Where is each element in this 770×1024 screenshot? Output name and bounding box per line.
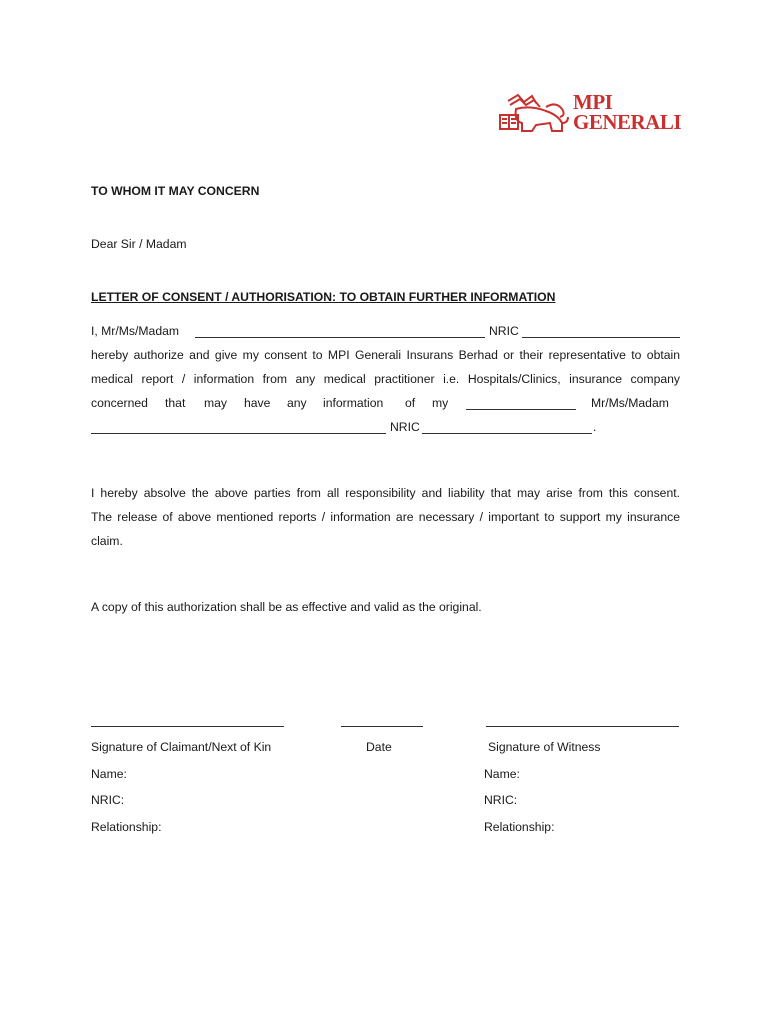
consent-word-8: my xyxy=(432,396,449,410)
second-name-blank-line xyxy=(91,433,386,434)
claimant-nric-label: NRIC: xyxy=(91,793,125,807)
logo-line-1: MPI xyxy=(573,90,613,114)
logo-line-2: GENERALI xyxy=(573,110,682,134)
greeting: Dear Sir / Madam xyxy=(91,237,187,251)
claimant-signature-label: Signature of Claimant/Next of Kin xyxy=(91,740,272,754)
logo-wordmark xyxy=(573,90,682,134)
consent-word-7: of xyxy=(405,396,416,410)
nric-blank-line xyxy=(522,337,680,338)
salutation-heading: TO WHOM IT MAY CONCERN xyxy=(91,184,260,198)
consent-word-5: any xyxy=(287,396,307,410)
consent-nric-label: NRIC xyxy=(489,324,519,338)
witness-nric-label: NRIC: xyxy=(484,793,518,807)
witness-relationship-label: Relationship: xyxy=(484,820,555,834)
consent-word-6: information xyxy=(323,396,384,410)
claimant-name-label: Name: xyxy=(91,767,127,781)
date-line xyxy=(341,726,423,727)
subject-heading: LETTER OF CONSENT / AUTHORISATION: TO OBTAIN FURTHER INFORMATION xyxy=(91,290,556,304)
consent-word-3: may xyxy=(204,396,228,410)
second-nric-blank-line xyxy=(422,433,592,434)
consent-line-3: medical report / information from any medical practitioner i.e. Hospitals/Clinics, insurance company xyxy=(91,372,680,386)
witness-name-label: Name: xyxy=(484,767,520,781)
witness-signature-label: Signature of Witness xyxy=(488,740,601,754)
mpi-generali-logo xyxy=(496,90,682,135)
absolve-line-3: claim. xyxy=(91,534,123,548)
validity-statement: A copy of this authorization shall be as effective and valid as the original. xyxy=(91,600,482,614)
insured-blank-line xyxy=(466,409,576,410)
second-nric-label: NRIC xyxy=(390,420,420,434)
claimant-relationship-label: Relationship: xyxy=(91,820,162,834)
consent-word-2: that xyxy=(165,396,186,410)
absolve-line-2: The release of above mentioned reports / information are necessary / important to support my insurance xyxy=(91,510,680,524)
lion-icon xyxy=(496,93,570,135)
consent-word-1: concerned xyxy=(91,396,148,410)
date-label: Date xyxy=(366,740,392,754)
witness-signature-line xyxy=(486,726,679,727)
consent-name-label: I, Mr/Ms/Madam xyxy=(91,324,180,338)
claimant-signature-line xyxy=(91,726,284,727)
consent-line-2: hereby authorize and give my consent to MPI Generali Insurans Berhad or their representative to obtain xyxy=(91,348,680,362)
period: . xyxy=(593,420,597,434)
absolve-line-1: I hereby absolve the above parties from all responsibility and liability that may arise from this consent. xyxy=(91,486,680,500)
name-blank-line xyxy=(195,337,485,338)
consent-title-label: Mr/Ms/Madam xyxy=(591,396,669,410)
consent-word-4: have xyxy=(244,396,271,410)
